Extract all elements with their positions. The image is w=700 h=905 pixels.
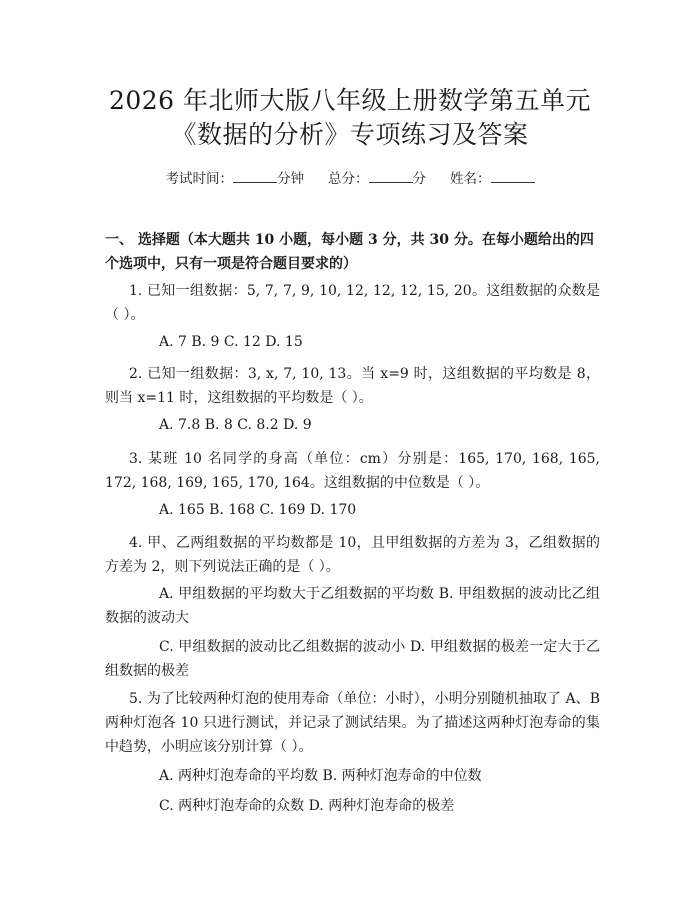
question-4-options-cd: C. 甲组数据的波动比乙组数据的波动小 D. 甲组数据的极差一定大于乙组数据的极差 <box>105 639 600 679</box>
question-1-options: A. 7 B. 9 C. 12 D. 15 <box>159 334 303 350</box>
score-unit: 分 <box>412 171 426 187</box>
question-4: 4. 甲、乙两组数据的平均数都是 10，且甲组数据的方差为 3，乙组数据的方差为 2，则下列说法正确的是（ ）。 <box>105 535 600 575</box>
section-heading: 一、 选择题（本大题共 10 小题，每小题 3 分，共 30 分。在每小题给出的四个选项中，只有一项是符合题目要求的） <box>105 232 594 272</box>
time-label: 考试时间： <box>165 171 233 187</box>
question-4-options-ab: A. 甲组数据的平均数大于乙组数据的平均数 B. 甲组数据的波动比乙组数据的波动大 <box>105 586 600 626</box>
time-unit: 分钟 <box>277 171 304 187</box>
document-title-line-2: 《数据的分析》专项练习及答案 <box>171 120 529 149</box>
name-label: 姓名： <box>450 171 491 187</box>
exam-info <box>0 170 700 188</box>
question-2-options: A. 7.8 B. 8 C. 8.2 D. 9 <box>159 417 312 433</box>
question-3-options: A. 165 B. 168 C. 169 D. 170 <box>159 502 357 518</box>
question-5-options-cd: C. 两种灯泡寿命的众数 D. 两种灯泡寿命的极差 <box>159 798 455 814</box>
document-title-line-1: 2026 年北师大版八年级上册数学第五单元 <box>108 86 592 115</box>
question-5: 5. 为了比较两种灯泡的使用寿命（单位：小时），小明分别随机抽取了 A、B 两种灯泡各 10 只进行测试，并记录了测试结果。为了描述这两种灯泡寿命的集中趋势，小明应该分别计算（ ）。 <box>105 691 600 755</box>
time-blank <box>233 170 277 183</box>
question-1: 1. 已知一组数据：5, 7, 7, 9, 10, 12, 12, 12, 15, 20。这组数据的众数是（ ）。 <box>105 283 600 323</box>
question-5-options-ab: A. 两种灯泡寿命的平均数 B. 两种灯泡寿命的中位数 <box>159 768 482 784</box>
score-blank <box>369 170 413 183</box>
score-label: 总分： <box>328 171 369 187</box>
question-2: 2. 已知一组数据：3, x, 7, 10, 13。当 x=9 时，这组数据的平均数是 8，则当 x=11 时，这组数据的平均数是（ ）。 <box>105 366 600 406</box>
question-3: 3. 某班 10 名同学的身高（单位：cm）分别是：165, 170, 168, 165, 172, 168, 169, 165, 170, 164。这组数据的中位数是（ ）。 <box>105 451 600 491</box>
name-blank <box>491 170 535 183</box>
